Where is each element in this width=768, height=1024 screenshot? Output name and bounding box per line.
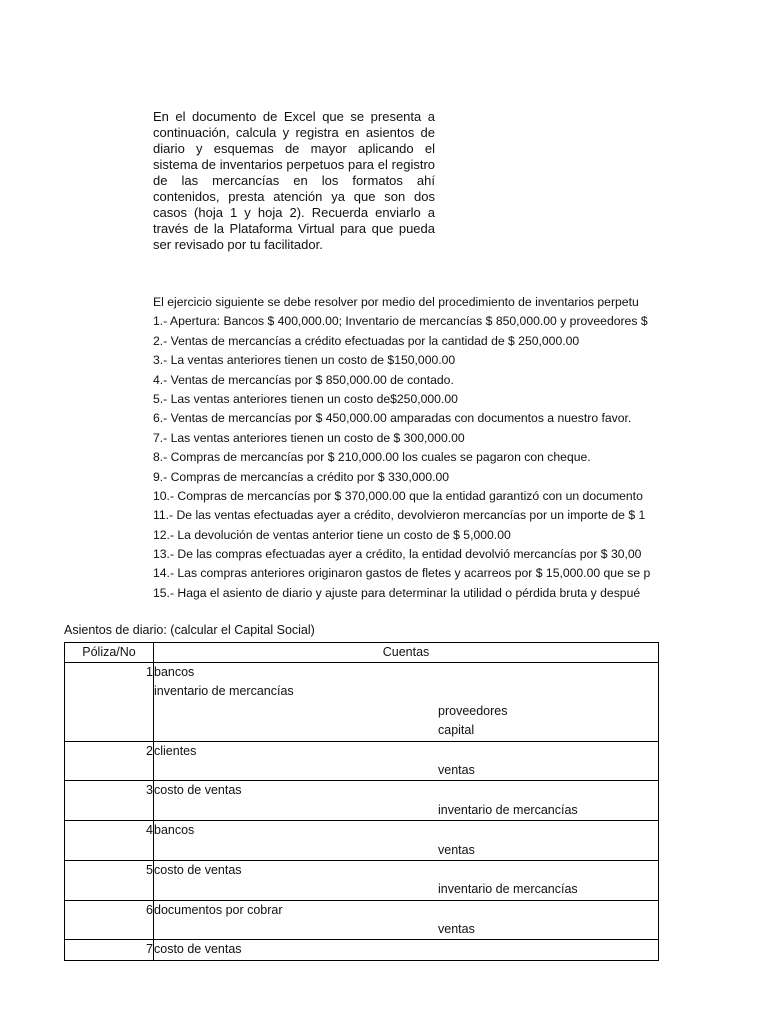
entry-number: 4 <box>146 823 153 838</box>
exercise-item: 11.- De las ventas efectuadas ayer a crédito, devolvieron mercancías por un importe de $ 1 <box>153 508 646 523</box>
entry-accounts-cell <box>154 663 659 742</box>
debit-account: inventario de mercancías <box>154 684 294 699</box>
credit-account: inventario de mercancías <box>438 882 578 897</box>
exercise-heading: El ejercicio siguiente se debe resolver por medio del procedimiento de inventarios perpetu <box>153 295 639 309</box>
journal-entry-row <box>65 663 659 742</box>
exercise-item: 2.- Ventas de mercancías a crédito efectuadas por la cantidad de $ 250,000.00 <box>153 333 580 348</box>
exercise-item: 9.- Compras de mercancías a crédito por $ 330,000.00 <box>153 469 450 484</box>
entry-number-cell <box>65 821 154 861</box>
journal-entry-row <box>65 860 659 900</box>
intro-paragraph: En el documento de Excel que se presenta a continuación, calcula y registra en asientos de diario y esquemas de mayor aplicando el sistema de inventarios perpetuos para el registro de las mercancías en los formatos ahí contenidos, presta atención ya que son dos casos (hoja 1 y hoja 2). Recuerda enviarlo a través de la Plataforma Virtual para que pueda ser revisado por tu facilitador. <box>153 109 435 252</box>
debit-account: bancos <box>154 823 195 838</box>
journal-title: Asientos de diario: (calcular el Capital Social) <box>64 623 315 637</box>
entry-accounts-cell <box>154 781 659 821</box>
exercise-section <box>153 293 660 603</box>
exercise-item: 3.- La ventas anteriores tienen un costo de $150,000.00 <box>153 353 456 368</box>
debit-account: costo de ventas <box>154 783 242 798</box>
exercise-item: 12.- La devolución de ventas anterior tiene un costo de $ 5,000.00 <box>153 527 511 542</box>
journal-entry-row <box>65 741 659 781</box>
entry-accounts-cell <box>154 860 659 900</box>
header-poliza: Póliza/No <box>65 643 154 663</box>
journal-entry-row <box>65 821 659 861</box>
entry-number-cell <box>65 940 154 960</box>
exercise-item: 13.- De las compras efectuadas ayer a crédito, la entidad devolvió mercancías por $ 30,00 <box>153 547 642 562</box>
entry-number: 5 <box>146 862 153 877</box>
exercise-item: 8.- Compras de mercancías por $ 210,000.00 los cuales se pagaron con cheque. <box>153 450 591 465</box>
journal-entry-row <box>65 900 659 940</box>
exercise-item: 1.- Apertura: Bancos $ 400,000.00; Inventario de mercancías $ 850,000.00 y proveedores $ <box>153 314 648 329</box>
entry-number: 2 <box>146 743 153 758</box>
exercise-item: 15.- Haga el asiento de diario y ajuste para determinar la utilidad o pérdida bruta y despué <box>153 585 641 600</box>
entry-number: 3 <box>146 783 153 798</box>
credit-account: capital <box>438 723 475 738</box>
credit-account: ventas <box>438 762 475 777</box>
entry-accounts-cell <box>154 900 659 940</box>
journal-entry-row <box>65 781 659 821</box>
credit-account: ventas <box>438 842 475 857</box>
entry-accounts-cell <box>154 741 659 781</box>
exercise-item: 4.- Ventas de mercancías por $ 850,000.00 de contado. <box>153 372 454 387</box>
exercise-item: 6.- Ventas de mercancías por $ 450,000.00 amparadas con documentos a nuestro favor. <box>153 411 632 426</box>
debit-account: documentos por cobrar <box>154 902 283 917</box>
debit-account: clientes <box>154 743 197 758</box>
exercise-item: 5.- Las ventas anteriores tienen un costo de$250,000.00 <box>153 391 458 406</box>
journal-table <box>64 642 659 961</box>
debit-account: costo de ventas <box>154 942 242 957</box>
entry-number-cell <box>65 860 154 900</box>
entry-accounts-cell <box>154 940 659 960</box>
exercise-item: 10.- Compras de mercancías por $ 370,000.00 que la entidad garantizó con un documento <box>153 488 643 503</box>
exercise-item: 7.- Las ventas anteriores tienen un costo de $ 300,000.00 <box>153 430 465 445</box>
credit-account: proveedores <box>438 703 508 718</box>
entry-number-cell <box>65 663 154 742</box>
credit-account: inventario de mercancías <box>438 802 578 817</box>
entry-accounts-cell <box>154 821 659 861</box>
entry-number-cell <box>65 741 154 781</box>
debit-account: costo de ventas <box>154 862 242 877</box>
entry-number-cell <box>65 781 154 821</box>
entry-number: 6 <box>146 902 153 917</box>
journal-body <box>65 663 659 961</box>
debit-account: bancos <box>154 665 195 679</box>
exercise-item: 14.- Las compras anteriores originaron gastos de fletes y acarreos por $ 15,000.00 que se p <box>153 566 651 581</box>
entry-number-cell <box>65 900 154 940</box>
credit-account: ventas <box>438 922 475 937</box>
journal-header-row <box>65 643 659 663</box>
entry-number: 7 <box>146 942 153 957</box>
entry-number: 1 <box>146 665 153 679</box>
journal-entry-row <box>65 940 659 960</box>
header-cuentas: Cuentas <box>154 643 659 663</box>
